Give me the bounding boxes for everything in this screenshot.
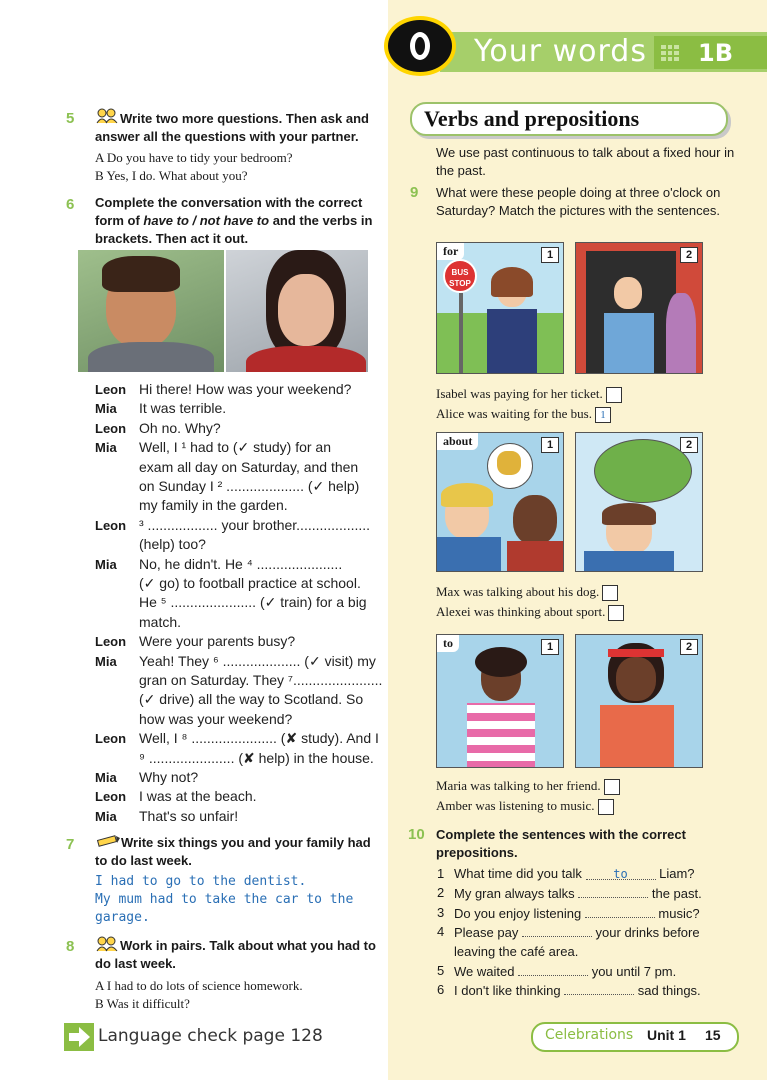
dialogue-line: Yeah! They ⁶ .................... (✓ visit) my [139,652,376,669]
ex8-line-b: B Was it difficult? [95,996,190,1011]
dialogue-speaker: Mia [95,401,117,417]
dialogue-line: exam all day on Saturday, and then [139,458,359,475]
ex7-hand-2: My mum had to take the car to the [95,892,354,907]
photo-girl [226,250,368,372]
ex7-hand-1: I had to go to the dentist. [95,874,307,889]
dialogue-speaker: Leon [95,420,127,436]
dialogue-line: (help) too? [139,536,206,553]
page-number: 15 [705,1027,721,1043]
ex9-sentence-amber: Amber was listening to music. [436,798,614,815]
ex6-instruction: Complete the conversation with the correct form of have to / not have to and the verbs in brackets. Then act it out. [95,195,373,246]
ex10-item-number: 1 [437,866,445,881]
dialogue-speaker: Mia [95,770,117,785]
ex9-sentence-maria: Maria was talking to her friend. [436,778,620,795]
answer-box[interactable] [598,799,614,815]
answer-box[interactable] [604,779,620,795]
ex10-answer-gap[interactable] [518,963,588,976]
ex10-item: I don't like thinking sad things. [454,983,701,999]
ex10-answer-gap[interactable] [522,924,592,937]
dialogue-line: gran on Saturday. They ⁷....................... [139,672,383,688]
answer-box[interactable] [606,387,622,403]
ex5-line-b: B Yes, I do. What about you? [95,168,248,183]
ex10-number: 10 [408,826,425,843]
dialogue-line: Were your parents busy? [139,633,296,650]
footer-unit: Unit 1 [647,1027,686,1043]
ex9-sentence-alice: Alice was waiting for the bus. 1 [436,406,611,423]
dialogue-line: ⁹ ...................... (✘ help) in the house. [139,749,374,766]
ex10-item: Please pay your drinks before [454,925,700,941]
ex10-item: leaving the café area. [454,943,579,959]
ex7-number: 7 [66,836,75,853]
ex10-item-number: 4 [437,924,445,940]
picture-for-2: 2 [575,242,703,374]
dialogue-line: ³ .................. your brother................... [139,516,371,533]
ex10-item-number: 2 [437,885,445,901]
ex8-line-a: A I had to do lots of science homework. [95,978,303,993]
dialogue-line: (✓ go) to football practice at school. [139,575,361,591]
ex9-sentence-alexei: Alexei was thinking about sport. [436,604,624,621]
ex5-line-a: A Do you have to tidy your bedroom? [95,150,293,165]
ex5-instruction: Write two more questions. Then ask and answer all the questions with your partner. [95,111,369,144]
ex10-item-number: 6 [437,982,445,998]
picture-to-2: 2 [575,634,703,768]
intro-text: We use past continuous to talk about a fixed hour in the past. [436,145,735,178]
dialogue-speaker: Leon [95,789,127,805]
dialogue-line: No, he didn't. He ⁴ ...................... [139,555,343,572]
language-check-link[interactable]: Language check page 128 [98,1026,323,1046]
dialogue-speaker: Leon [95,634,127,650]
ex10-answer-gap[interactable] [585,905,655,918]
ex5-number: 5 [66,110,75,127]
cambridge-corpus-seal-icon [384,16,456,76]
dialogue-line: Oh no. Why? [139,419,221,436]
ex8-number: 8 [66,938,75,955]
answer-box[interactable]: 1 [595,407,611,423]
dialogue-line: match. [139,613,182,630]
dialogue-line: Well, I ¹ had to (✓ study) for an [139,439,331,456]
dialogue-line: (✓ drive) all the way to Scotland. So [139,691,364,708]
ex10-answer-gap[interactable]: to [586,867,656,880]
picture-for-1: for 1 BUS STOP [436,242,564,374]
answer-box[interactable] [602,585,618,601]
bus-stop-sign-icon: BUS STOP [443,259,477,293]
ex6-number: 6 [66,196,75,213]
dialogue-speaker: Leon [95,382,127,397]
answer-box[interactable] [608,605,624,621]
ex10-item-number: 3 [437,904,445,920]
unit-code: 1B [698,39,733,67]
ex10-answer-gap[interactable] [578,885,648,898]
ex7-instruction: Write six things you and your family had to do last week. [95,835,371,868]
arrow-right-icon [64,1023,94,1051]
dialogue-speaker: Mia [95,808,117,824]
ex10-answer-gap[interactable] [564,982,634,995]
ex9-number: 9 [410,184,419,201]
dialogue-line: how was your weekend? [139,710,293,727]
ex10-item: My gran always talks the past. [454,886,702,902]
ex10-item: Do you enjoy listening music? [454,905,700,921]
dialogue-line: Why not? [139,769,199,785]
grid-icon [661,45,679,61]
ex8-instruction: Work in pairs. Talk about what you had to do last week. [95,938,376,971]
picture-to-1: to 1 [436,634,564,768]
ex7-hand-3: garage. [95,910,150,925]
dialogue-speaker: Mia [95,556,117,572]
picture-about-2: 2 [575,432,703,572]
ex9-sentence-max: Max was talking about his dog. [436,584,618,601]
picture-about-1: about 1 [436,432,564,572]
dialogue-line: I was at the beach. [139,788,257,805]
ex10-instruction: Complete the sentences with the correct prepositions. [436,827,686,860]
ex9-instruction: What were these people doing at three o'clock on Saturday? Match the pictures with the sentences. [436,185,721,218]
dialogue-speaker: Leon [95,517,127,533]
dialogue-speaker: Mia [95,440,117,456]
dialogue-line: on Sunday I ² .................... (✓ help) [139,478,360,494]
dialogue-speaker: Leon [95,731,127,747]
footer-topic: Celebrations [545,1027,634,1043]
dialogue-line: It was terrible. [139,400,227,417]
ex10-item: We waited you until 7 pm. [454,964,677,979]
dialogue-line: That's so unfair! [139,807,239,824]
photo-boy [78,250,224,372]
dialogue-line: He ⁵ ...................... (✓ train) for a big [139,594,367,611]
dialogue-line: Hi there! How was your weekend? [139,381,352,397]
ex10-item: What time did you talk to Liam? [454,866,695,881]
dialogue-speaker: Mia [95,653,117,669]
ex10-item-number: 5 [437,963,445,978]
dialogue-line: Well, I ⁸ ...................... (✘ study). And I [139,730,379,747]
header-title: Your words [474,34,647,69]
ex9-sentence-isabel: Isabel was paying for her ticket. [436,386,622,403]
section-heading: Verbs and prepositions [410,102,728,136]
dialogue-line: my family in the garden. [139,497,288,514]
